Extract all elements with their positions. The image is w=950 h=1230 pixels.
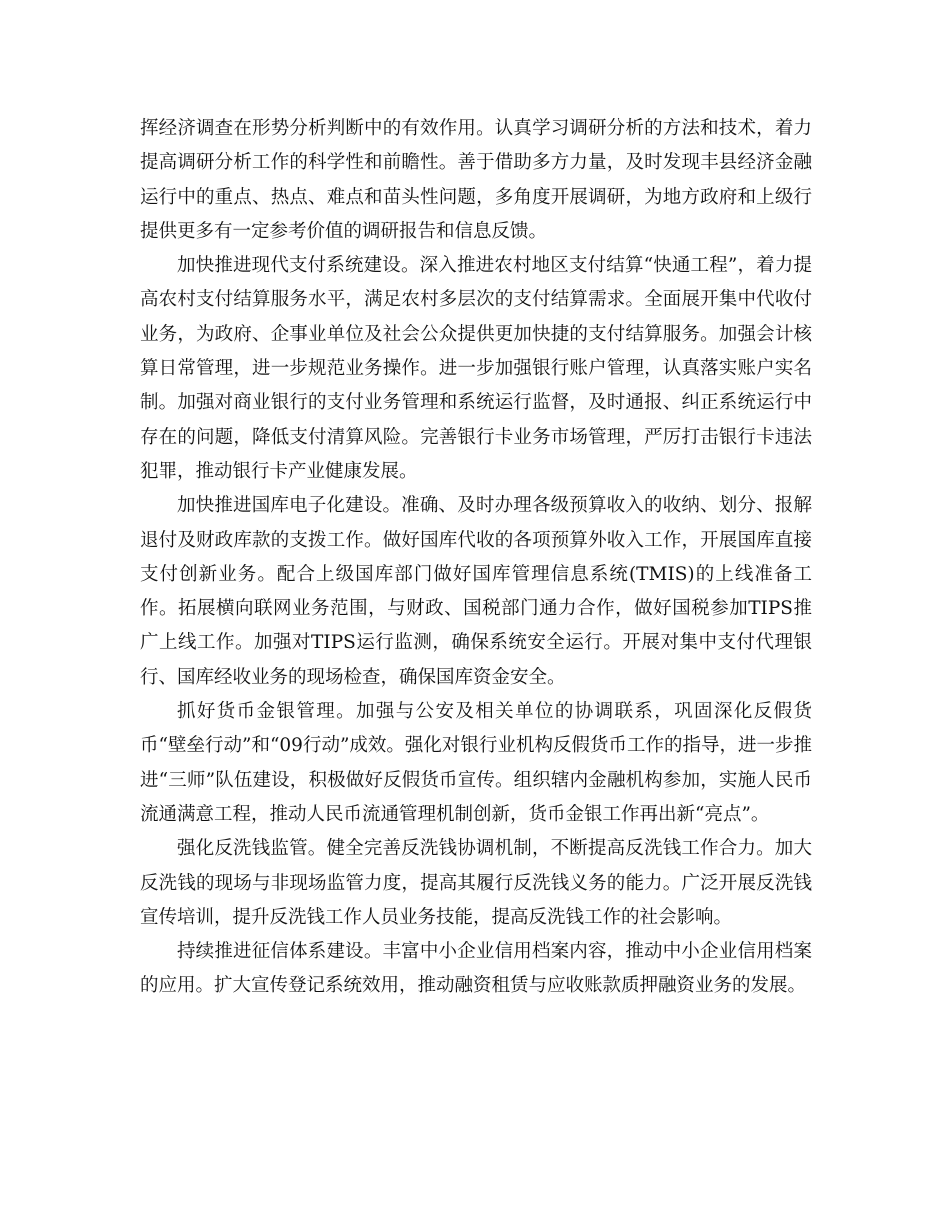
paragraph-credit-system: 持续推进征信体系建设。丰富中小企业信用档案内容，推动中小企业信用档案的应用。扩大宣传登记系统效用，推动融资租赁与应收账款质押融资业务的发展。	[140, 941, 812, 997]
paragraph-payment-system: 加快推进现代支付系统建设。深入推进农村地区支付结算“快通工程”，着力提高农村支付结算服务水平，满足农村多层次的支付结算需求。全面展开集中代收付业务，为政府、企事业单位及社会公众提供更加快捷的支付结算服务。加强会计核算日常管理，进一步规范业务操作。进一步加强银行账户管理，认真落实账户实名制。加强对商业银行的支付业务管理和系统运行监督，及时通报、纠正系统运行中存在的问题，降低支付清算风险。完善银行卡业务市场管理，严厉打击银行卡违法犯罪，推动银行卡产业健康发展。	[140, 255, 812, 482]
paragraph-economic-survey: 挥经济调查在形势分析判断中的有效作用。认真学习调研分析的方法和技术，着力提高调研分析工作的科学性和前瞻性。善于借助多方力量，及时发现丰县经济金融运行中的重点、热点、难点和苗头性问题，多角度开展调研，为地方政府和上级行提供更多有一定参考价值的调研报告和信息反馈。	[140, 118, 812, 242]
paragraph-treasury-electronic: 加快推进国库电子化建设。准确、及时办理各级预算收入的收纳、划分、报解退付及财政库款的支拨工作。做好国库代收的各项预算外收入工作，开展国库直接支付创新业务。配合上级国库部门做好国库管理信息系统(TMIS)的上线准备工作。拓展横向联网业务范围，与财政、国税部门通力合作，做好国税参加TIPS推广上线工作。加强对TIPS运行监测，确保系统安全运行。开展对集中支付代理银行、国库经收业务的现场检查，确保国库资金安全。	[140, 495, 812, 688]
paragraph-currency-management: 抓好货币金银管理。加强与公安及相关单位的协调联系，巩固深化反假货币“壁垒行动”和“09行动”成效。强化对银行业机构反假货币工作的指导，进一步推进“三师”队伍建设，积极做好反假货币宣传。组织辖内金融机构参加，实施人民币流通满意工程，推动人民币流通管理机制创新，货币金银工作再出新“亮点”。	[140, 701, 812, 825]
paragraph-anti-money-laundering: 强化反洗钱监管。健全完善反洗钱协调机制，不断提高反洗钱工作合力。加大反洗钱的现场与非现场监管力度，提高其履行反洗钱义务的能力。广泛开展反洗钱宣传培训，提升反洗钱工作人员业务技能，提高反洗钱工作的社会影响。	[140, 838, 812, 928]
document-body	[140, 112, 812, 1004]
